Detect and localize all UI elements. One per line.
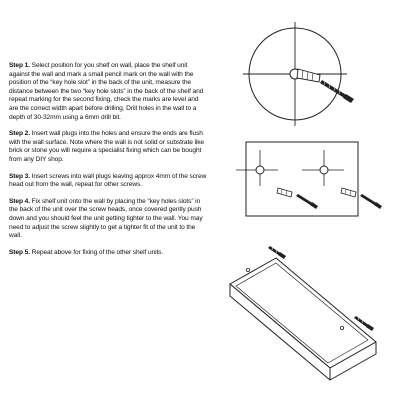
step-4-label: Step 4. [9,197,30,205]
shelf-unit [230,258,376,380]
step-5-label: Step 5. [9,248,30,256]
steps-column [9,62,209,265]
wall-panel [246,142,358,216]
step-3 [9,173,209,190]
step-2-label: Step 2. [9,130,30,138]
step-3-text: Insert screws into wall plugs leaving approx 4mm of the screw head out from the wall, repeat for other screws. [9,172,207,189]
step-3-label: Step 3. [9,172,30,180]
wall-plugs-diagram [228,140,392,222]
step-5 [9,249,209,258]
step-1-text: Select position for you shelf on wall, place the shelf unit against the wall and mark a small pencil mark on the wall with the position of the “key hole slot” in the back of the unit, measure the distance between the two “key hole slots” in the back of the shelf and repeat marking for the second fixing, check the marks are level and are the correct width apart before drilling. Drill holes in the wall to a depth of 30-32mm using a 6mm drill bit. [9,62,204,121]
top-screw-icon [268,246,286,259]
right-screw-icon [360,194,382,209]
shelf-mounting-diagram [222,232,398,392]
step-1 [9,62,209,122]
step-4 [9,198,209,241]
step-4-text: Fix shelf unit onto the wall by placing the “key holes slots” in the back of the unit over the screw heads, once covered gently push down and you should feel the unit getting tighter to the wall. You may need to adjust the screw slightly to get a tighter fit of the unit to the wall. [9,197,203,240]
step-5-text: Repeat above for fixing of the other shelf units. [29,248,164,256]
step-2 [9,130,209,164]
wall-drill-mark-diagram [240,22,370,134]
step-1-label: Step 1. [9,62,30,69]
step-2-text: Insert wall plugs into the holes and ensure the ends are flush with the wall surface. Note where the wall is not solid or substrate like brick or stone you will require a specialist fixing which can be bought from any DIY shop. [9,130,205,163]
